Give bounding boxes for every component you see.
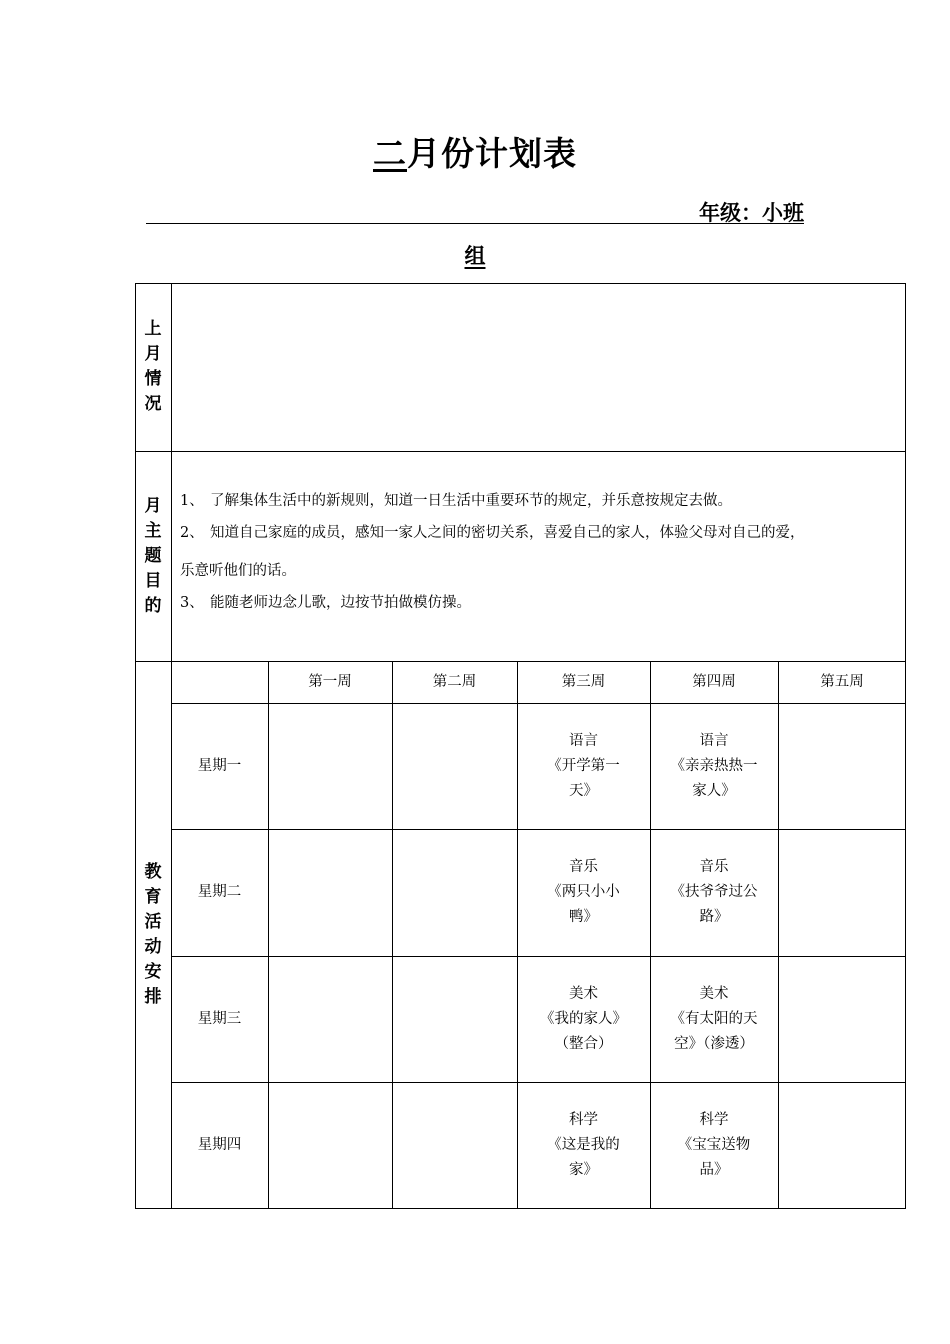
activities-label: 教 育 活 动 安 排: [144, 862, 162, 1007]
activity-cell: 科学 《宝宝送物 品》: [677, 1112, 751, 1178]
objective-item: 2、 知道自己家庭的成员，感知一家人之间的密切关系，喜爱自己的家人，体验父母对自己的爱，: [180, 525, 805, 541]
objective-item: 3、 能随老师边念儿歌，边按节拍做模仿操。: [180, 595, 471, 611]
activity-cell: 科学 《这是我的 家》: [547, 1112, 620, 1178]
objective-item: 1、 了解集体生活中的新规则，知道一日生活中重要环节的规定，并乐意按规定去做。: [180, 493, 732, 509]
activity-cell: 语言 《亲亲热热一 家人》: [670, 732, 758, 799]
activity-cell: 音乐 《两只小小 鸭》: [547, 859, 620, 925]
col-divider: [778, 661, 779, 1209]
week-header: 第三周: [561, 673, 606, 690]
activity-cell: 美术 《有太阳的天 空》（渗透）: [670, 985, 758, 1052]
col-divider: [392, 661, 393, 1209]
week-header: 第一周: [308, 673, 352, 690]
objective-continuation: 乐意听他们的话。: [180, 563, 296, 579]
col-divider: [268, 661, 269, 1209]
grade-line: [146, 197, 804, 224]
row-divider: [135, 451, 906, 452]
week-header: 第二周: [432, 673, 477, 690]
objectives-list: [180, 486, 900, 618]
activity-cell: 音乐 《扶爷爷过公 路》: [670, 859, 758, 925]
day-label: 星期四: [197, 1137, 242, 1153]
last-month-label: 上 月 情 况: [144, 319, 162, 414]
week-header: 第四周: [692, 673, 736, 690]
group-label: 组: [464, 244, 486, 268]
day-label: 星期一: [197, 757, 242, 774]
day-label: 星期二: [197, 884, 242, 900]
activity-cell: 语言 《开学第一 天》: [547, 732, 620, 799]
day-label: 星期三: [197, 1010, 242, 1027]
week-header: 第五周: [820, 673, 864, 690]
page-title: 二月份计划表: [373, 134, 577, 173]
grade-label: 年级：小班: [699, 201, 804, 225]
activity-cell: 美术 《我的家人》 （整合）: [540, 985, 627, 1052]
objectives-label: 月 主 题 目 的: [144, 496, 162, 616]
